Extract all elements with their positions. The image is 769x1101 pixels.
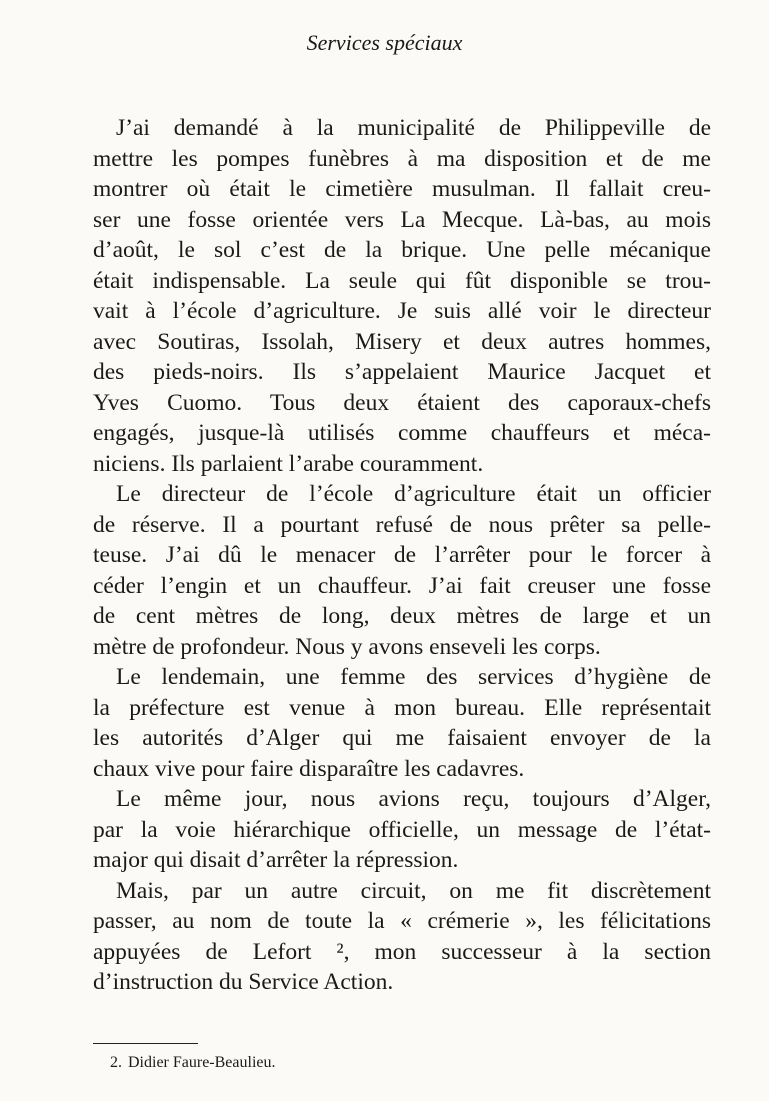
text-line: major qui disait d’arrêter la répression. xyxy=(93,847,459,873)
running-head: Services spéciaux xyxy=(306,30,463,55)
footnote-text: Didier Faure-Beaulieu. xyxy=(128,1054,276,1071)
text-line: Yves Cuomo. Tous deux étaient des caporaux-chefs xyxy=(93,389,711,416)
text-line: engagés, jusque-là utilisés comme chauffeurs et méca- xyxy=(93,420,711,446)
body-text xyxy=(93,113,711,998)
text-line: ser une fosse orientée vers La Mecque. Là-bas, au mois xyxy=(93,206,711,233)
text-line: vait à l’école d’agriculture. Je suis allé voir le directeur xyxy=(93,298,711,324)
footnote-rule xyxy=(93,1043,198,1044)
text-line: mètre de profondeur. Nous y avons enseveli les corps. xyxy=(93,633,601,660)
text-line: était indispensable. La seule qui fût disponible se trou- xyxy=(93,267,711,294)
text-line: avec Soutiras, Issolah, Misery et deux autres hommes, xyxy=(93,328,711,355)
text-line: Le directeur de l’école d’agriculture était un officier xyxy=(116,481,711,507)
text-line: niciens. Ils parlaient l’arabe couramment. xyxy=(93,450,484,477)
paragraph xyxy=(93,479,711,662)
text-line: de réserve. Il a pourtant refusé de nous prêter sa pelle- xyxy=(93,511,711,538)
text-line: des pieds-noirs. Ils s’appelaient Maurice Jacquet et xyxy=(93,359,711,385)
text-line: de cent mètres de long, deux mètres de large et un xyxy=(93,603,711,629)
text-line: mettre les pompes funèbres à ma disposition et de me xyxy=(93,145,711,172)
paragraph xyxy=(93,876,711,998)
paragraph xyxy=(93,113,711,479)
text-line: chaux vive pour faire disparaître les cadavres. xyxy=(93,755,525,782)
footnote xyxy=(110,1053,276,1073)
text-line: appuyées de Lefort ², mon successeur à la section xyxy=(93,938,711,965)
footnote-number: 2. xyxy=(110,1054,122,1071)
text-line: Le lendemain, une femme des services d’hygiène de xyxy=(116,664,711,690)
text-line: d’août, le sol c’est de la brique. Une pelle mécanique xyxy=(93,237,711,263)
text-line: Le même jour, nous avions reçu, toujours d’Alger, xyxy=(116,786,711,812)
text-line: J’ai demandé à la municipalité de Philippeville de xyxy=(116,115,711,141)
text-line: d’instruction du Service Action. xyxy=(93,969,394,995)
text-line: montrer où était le cimetière musulman. Il fallait creu- xyxy=(93,176,711,202)
text-line: la préfecture est venue à mon bureau. Elle représentait xyxy=(93,694,711,721)
paragraph xyxy=(93,784,711,876)
text-line: céder l’engin et un chauffeur. J’ai fait creuser une fosse xyxy=(93,572,711,599)
text-line: passer, au nom de toute la « crémerie », les félicitations xyxy=(93,908,711,934)
text-line: teuse. J’ai dû le menacer de l’arrêter pour le forcer à xyxy=(93,542,711,568)
text-line: Mais, par un autre circuit, on me fit discrètement xyxy=(116,877,711,904)
paragraph xyxy=(93,662,711,784)
text-line: les autorités d’Alger qui me faisaient envoyer de la xyxy=(93,725,711,751)
text-line: par la voie hiérarchique officielle, un message de l’état- xyxy=(93,816,711,843)
